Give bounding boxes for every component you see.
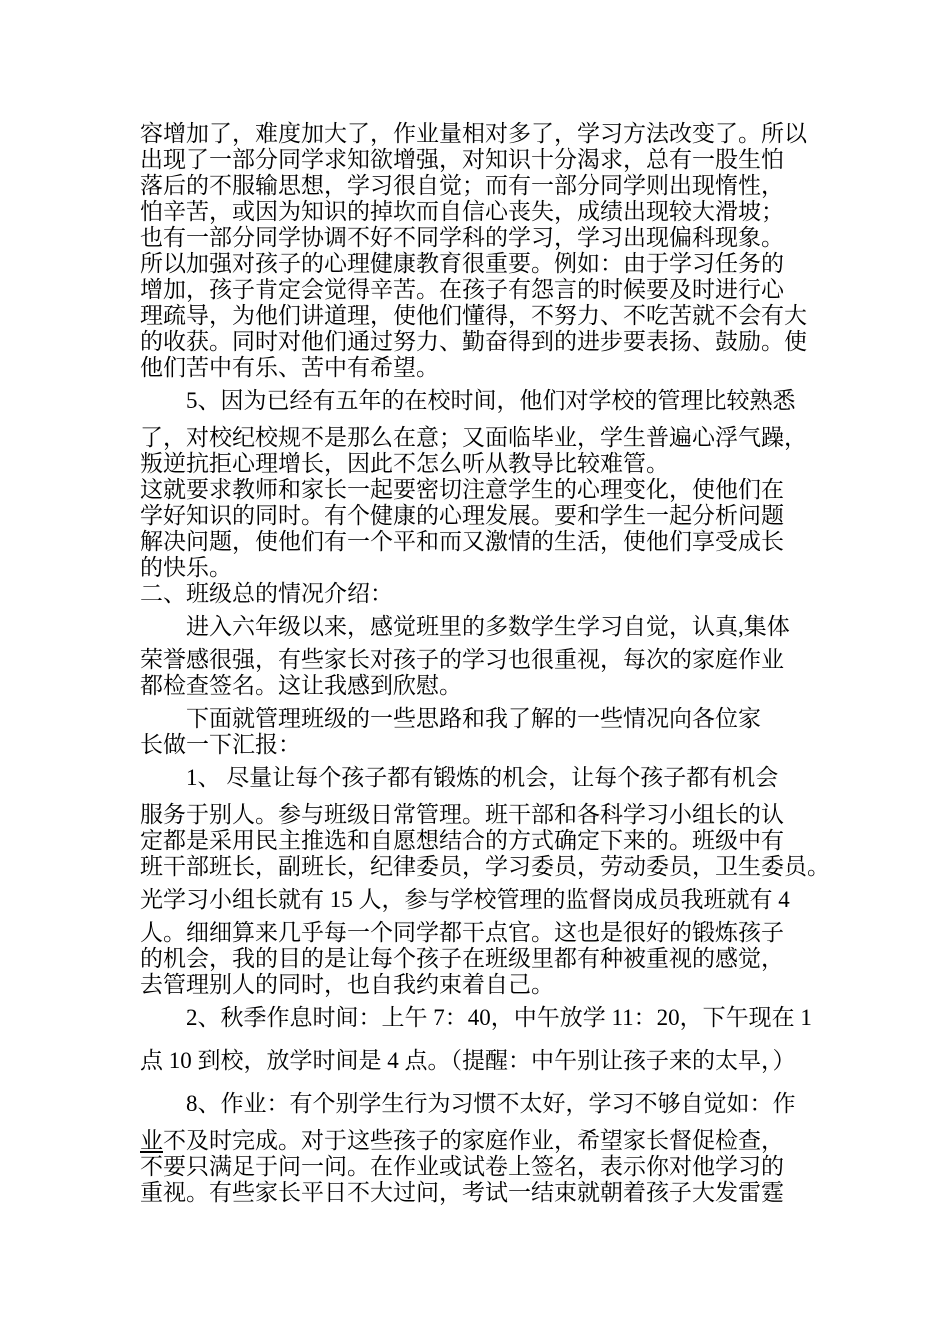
text-line: 班干部班长，副班长，纪律委员，学习委员，劳动委员，卫生委员。 <box>140 854 830 879</box>
text-line: 他们苦中有乐、苦中有希望。 <box>140 355 439 380</box>
text-line: 业不及时完成。对于这些孩子的家庭作业，希望家长督促检查， <box>140 1128 784 1153</box>
text-line: 光学习小组长就有 15 人，参与学校管理的监督岗成员我班就有 4 <box>140 887 790 912</box>
text-line: 重视。有些家长平日不大过问，考试一结束就朝着孩子大发雷霆 <box>140 1180 784 1205</box>
text-line: 不要只满足于问一问。在作业或试卷上签名，表示你对他学习的 <box>140 1154 784 1179</box>
text-line: 去管理别人的同时，也自我约束着自己。 <box>140 972 554 997</box>
text-line: 容增加了，难度加大了，作业量相对多了，学习方法改变了。所以 <box>140 121 807 146</box>
text-line: 了，对校纪校规不是那么在意；又面临毕业，学生普遍心浮气躁， <box>140 425 807 450</box>
text-line: 叛逆抗拒心理增长，因此不怎么听从教导比较难管。 <box>140 451 669 476</box>
text-line: 5、因为已经有五年的在校时间，他们对学校的管理比较熟悉 <box>140 388 796 413</box>
text-line: 1、 尽量让每个孩子都有锻炼的机会，让每个孩子都有机会 <box>140 765 779 790</box>
text-line: 都检查签名。这让我感到欣慰。 <box>140 673 462 698</box>
text-line: 所以加强对孩子的心理健康教育很重要。例如：由于学习任务的 <box>140 251 784 276</box>
text-line: 学好知识的同时。有个健康的心理发展。要和学生一起分析问题 <box>140 503 784 528</box>
text-line: 解决问题，使他们有一个平和而又激情的生活，使他们享受成长 <box>140 529 784 554</box>
text-line: 增加，孩子肯定会觉得辛苦。在孩子有怨言的时候要及时进行心 <box>140 277 784 302</box>
document-text <box>140 121 830 1206</box>
text-line: 人。细细算来几乎每一个同学都干点官。这也是很好的锻炼孩子 <box>140 920 784 945</box>
text-line: 也有一部分同学协调不好不同学科的学习，学习出现偏科现象。 <box>140 225 784 250</box>
text-line: 定都是采用民主推选和自愿想结合的方式确定下来的。班级中有 <box>140 828 784 853</box>
text-line: 落后的不服输思想，学习很自觉；而有一部分同学则出现惰性， <box>140 173 784 198</box>
text-line: 的机会，我的目的是让每个孩子在班级里都有种被重视的感觉， <box>140 946 784 971</box>
text-line: 8、作业：有个别学生行为习惯不太好，学习不够自觉如：作 <box>140 1091 796 1116</box>
text-line: 荣誉感很强，有些家长对孩子的学习也很重视，每次的家庭作业 <box>140 647 784 672</box>
text-line: 的快乐。 <box>140 555 232 580</box>
text-line: 的收获。同时对他们通过努力、勤奋得到的进步要表扬、鼓励。使 <box>140 329 807 354</box>
text-line: 二、班级总的情况介绍： <box>140 581 393 606</box>
text-line: 出现了一部分同学求知欲增强，对知识十分渴求，总有一股生怕 <box>140 147 784 172</box>
text-line: 理疏导，为他们讲道理，使他们懂得，不努力、不吃苦就不会有大 <box>140 303 807 328</box>
text-line: 进入六年级以来，感觉班里的多数学生学习自觉，认真,集体 <box>140 614 790 639</box>
text-line: 2、秋季作息时间：上午 7：40，中午放学 11：20，下午现在 1 <box>140 1005 812 1030</box>
text-line: 下面就管理班级的一些思路和我了解的一些情况向各位家 <box>140 706 761 731</box>
underlined-character: 业 <box>140 1128 163 1153</box>
text-line: 服务于别人。参与班级日常管理。班干部和各科学习小组长的认 <box>140 802 784 827</box>
text-line: 这就要求教师和家长一起要密切注意学生的心理变化，使他们在 <box>140 477 784 502</box>
text-line: 长做一下汇报： <box>140 732 301 757</box>
text-line: 点 10 到校，放学时间是 4 点。（提醒：中午别让孩子来的太早，） <box>140 1048 796 1073</box>
text-line: 怕辛苦，或因为知识的掉坎而自信心丧失，成绩出现较大滑坡； <box>140 199 784 224</box>
